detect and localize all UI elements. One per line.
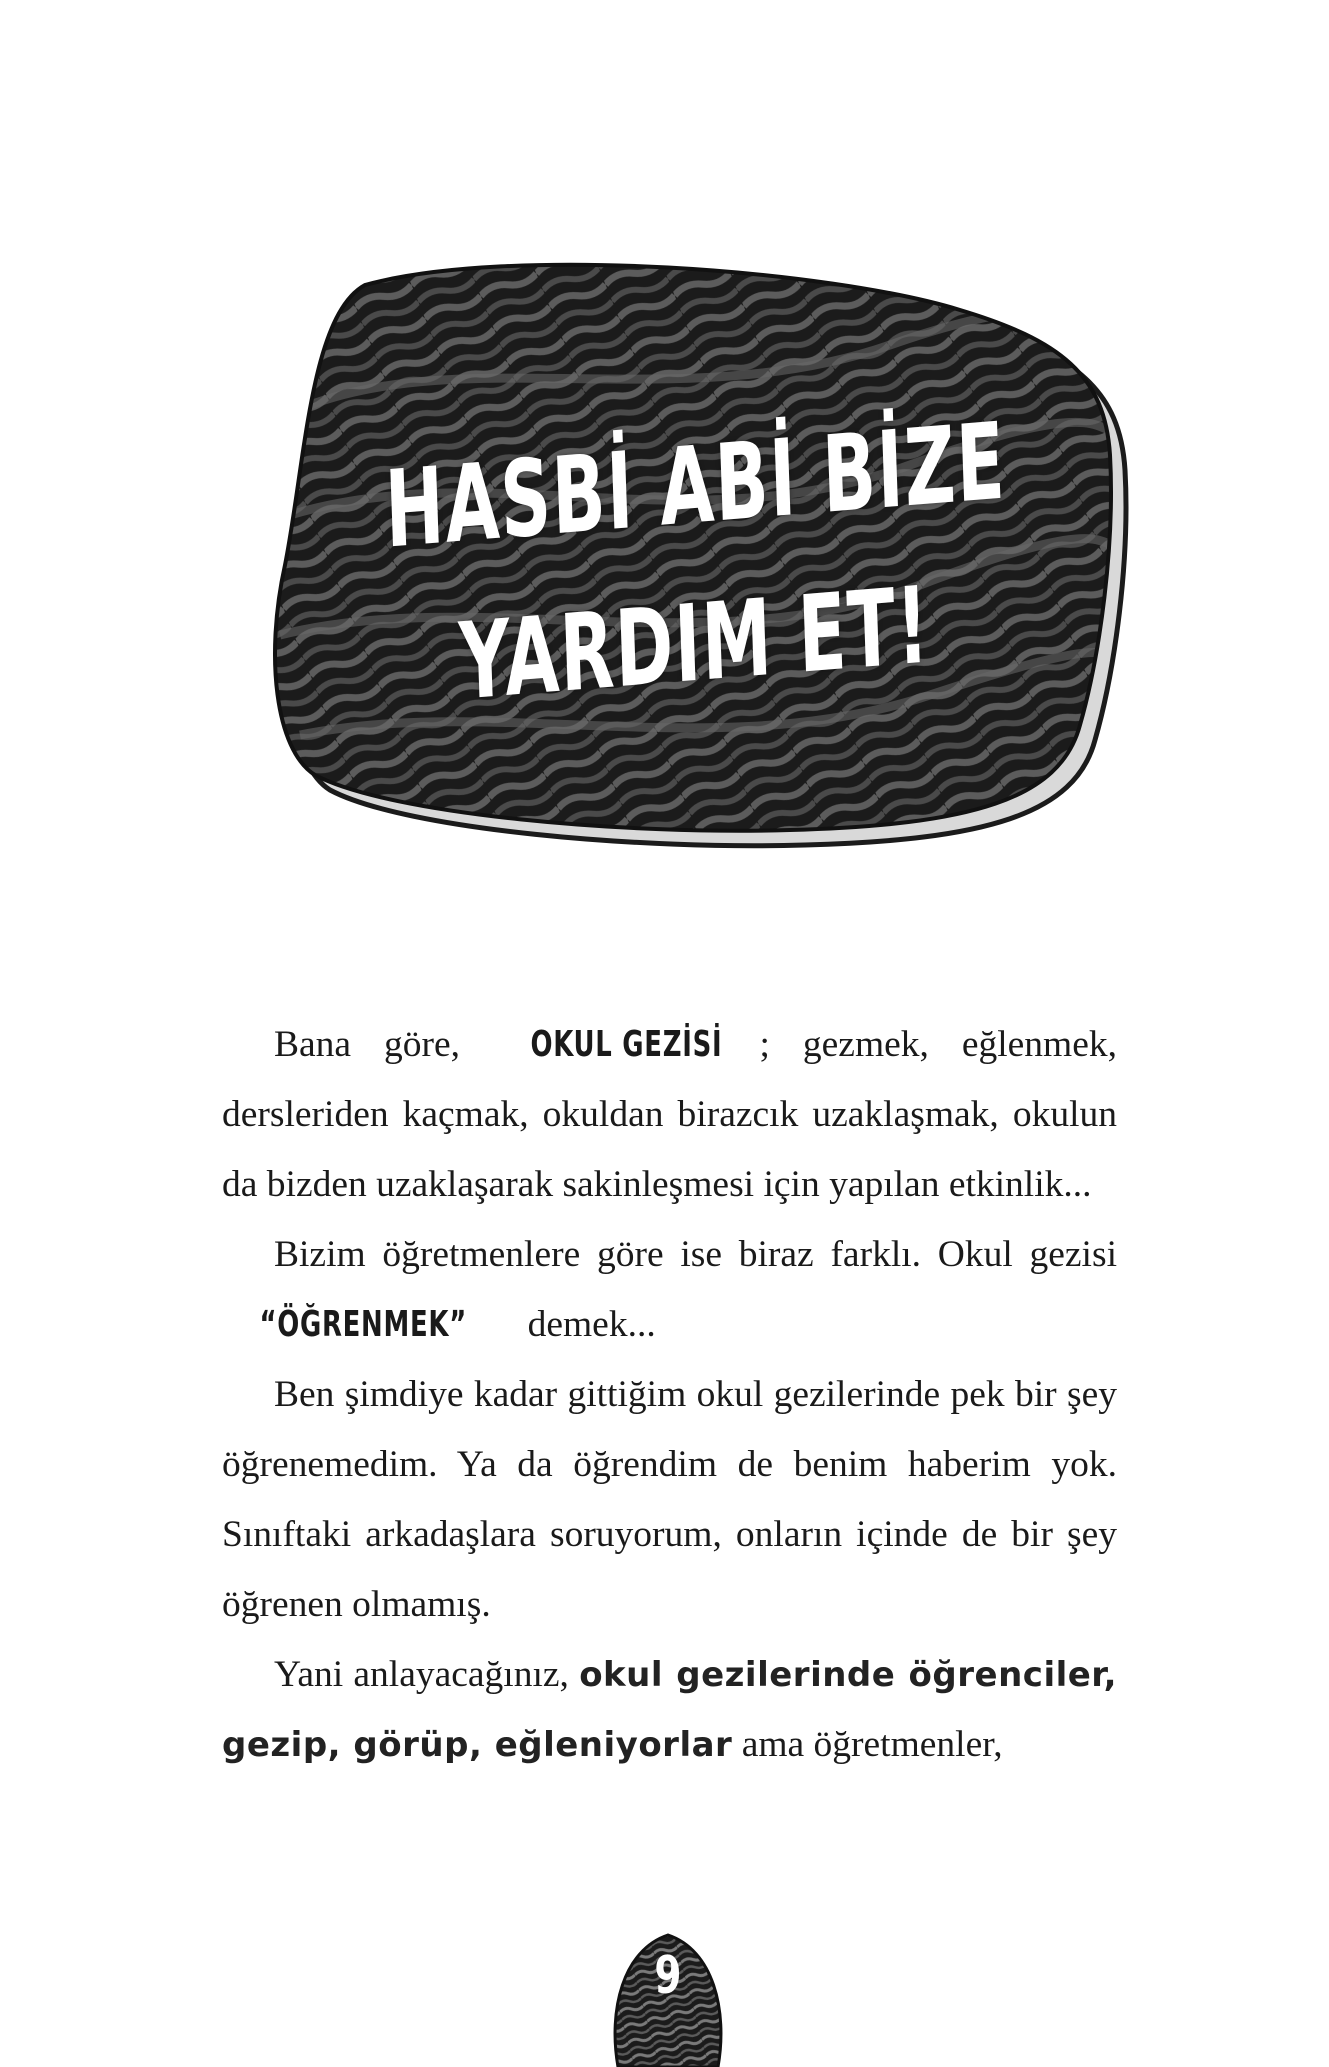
page-number: 9 [654,1946,682,2006]
emphasis-okul-gezisi: OKUL GEZİSİ [530,1024,723,1065]
paragraph-text: demek... [518,1304,656,1345]
paragraph-text: ama öğretmenler, [732,1724,1003,1765]
paragraph-text: Bana göre, [274,1024,493,1065]
emphasis-handwritten: okul gezilerinde öğrenciler, gezip, görüp, eğleniyorlar [222,1655,1117,1765]
paragraph-1 [222,1010,1117,1220]
paragraph-text: Ben şimdiye kadar gittiğim okul gezilerinde pek bir şey öğrenemedim. Ya da öğrendim de benim haberim yok. Sınıftaki arkadaşlara soruyorum, onların içinde de bir şey öğrenen olmamış. [222,1374,1117,1625]
emphasis-ogrenmek: “ÖĞRENMEK” [259,1304,467,1345]
paragraph-text: Bizim öğretmenlere göre ise biraz farklı. Okul gezisi [274,1234,1117,1275]
title-line-1: HASBİ ABİ BİZE [382,399,1008,572]
paragraph-text: Yani anlayacağınız, [274,1654,580,1695]
paragraph-text: ; gezmek, eğlenmek, dersleriden kaçmak, okuldan birazcık uzaklaşmak, okulun da bizden uzaklaşarak sakinleşmesi için yapılan etkinlik... [222,1024,1117,1205]
page-title [270,255,1150,875]
title-line-2: YARDIM ET! [457,563,933,724]
paragraph-3 [222,1360,1117,1640]
paragraph-4 [222,1640,1117,1780]
paragraph-2 [222,1220,1117,1360]
body-text [222,1010,1117,1780]
